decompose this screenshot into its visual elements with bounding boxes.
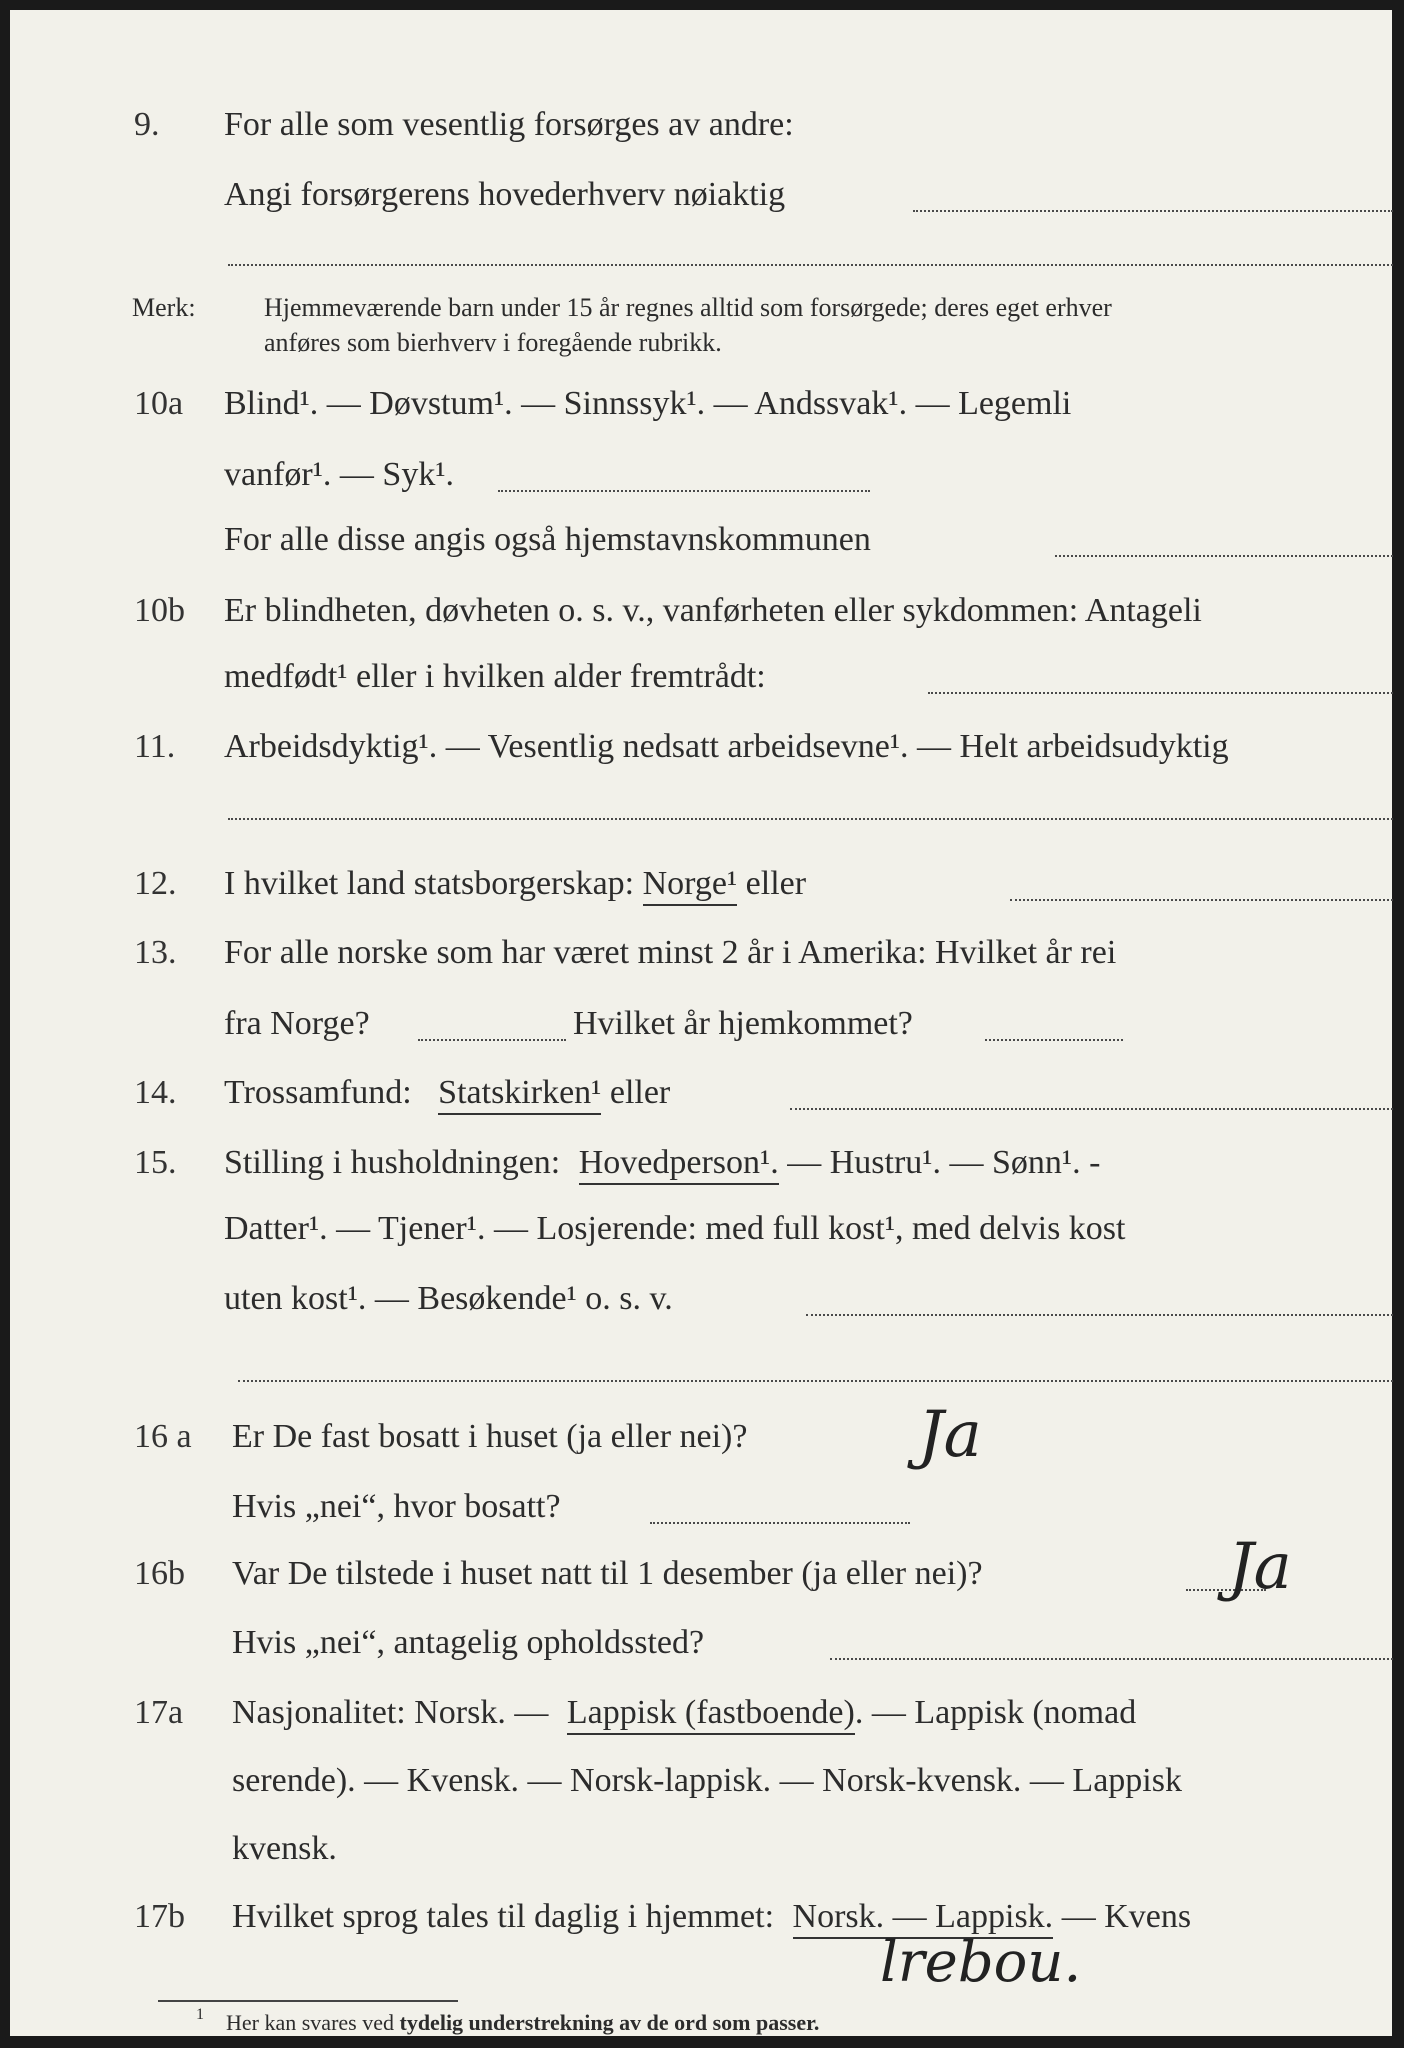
question-number: 16b bbox=[134, 1555, 185, 1592]
page-edge bbox=[1392, 10, 1394, 2036]
question-text: medfødt¹ eller i hvilken alder fremtrådt: bbox=[224, 658, 766, 695]
question-text: Er blindheten, døvheten o. s. v., vanførheten eller sykdommen: Antageli bbox=[224, 592, 1202, 629]
footnote-rule bbox=[158, 2000, 458, 2002]
question-text: Hvis „nei“, antagelig opholdssted? bbox=[232, 1624, 705, 1661]
question-number: 11. bbox=[134, 728, 176, 765]
question-text: Var De tilstede i huset natt til 1 desember (ja eller nei)? bbox=[232, 1555, 983, 1592]
footnote-bold-text: tydelig understrekning av de ord som passer. bbox=[399, 2010, 820, 2035]
answer-line[interactable] bbox=[985, 1039, 1123, 1041]
question-number: 14. bbox=[134, 1074, 177, 1111]
question-text: I hvilket land statsborgerskap: bbox=[224, 865, 635, 902]
question-text: Hvilket sprog tales til daglig i hjemmet: bbox=[232, 1898, 775, 1935]
answer-line[interactable] bbox=[913, 210, 1393, 212]
merk-text: Hjemmeværende barn under 15 år regnes alltid som forsørgede; deres eget erhver bbox=[264, 293, 1112, 322]
answer-line[interactable] bbox=[830, 1658, 1393, 1660]
question-text: Stilling i husholdningen: bbox=[224, 1144, 561, 1181]
question-number: 12. bbox=[134, 865, 177, 902]
census-form-page bbox=[10, 10, 1394, 2036]
merk-label: Merk: bbox=[132, 293, 196, 322]
question-text: serende). — Kvensk. — Norsk-lappisk. — Norsk-kvensk. — Lappisk bbox=[232, 1762, 1182, 1799]
answer-line[interactable] bbox=[238, 1380, 1393, 1382]
question-text: . — Lappisk (nomad bbox=[854, 1694, 1137, 1731]
question-text: Trossamfund: bbox=[224, 1074, 412, 1111]
merk-text: anføres som bierhverv i foregående rubrikk. bbox=[264, 328, 722, 357]
question-number: 16 a bbox=[134, 1418, 192, 1455]
question-number: 17a bbox=[134, 1694, 184, 1731]
question-text: — Hustru¹. — Sønn¹. - bbox=[787, 1144, 1101, 1181]
question-text: Blind¹. — Døvstum¹. — Sinnssyk¹. — Andssvak¹. — Legemli bbox=[224, 385, 1072, 422]
question-text: eller bbox=[745, 865, 807, 902]
answer-line[interactable] bbox=[1055, 555, 1393, 557]
answer-line[interactable] bbox=[806, 1314, 1393, 1316]
question-text: — Kvens bbox=[1061, 1898, 1192, 1935]
question-number: 10a bbox=[134, 385, 184, 422]
question-text: Hvis „nei“, hvor bosatt? bbox=[232, 1488, 561, 1525]
question-text: Nasjonalitet: Norsk. — bbox=[232, 1694, 549, 1731]
question-number: 9. bbox=[134, 106, 160, 143]
answer-line[interactable] bbox=[228, 264, 1393, 266]
question-number: 17b bbox=[134, 1898, 185, 1935]
handwritten-answer-17b: lrebou. bbox=[880, 1930, 1082, 1995]
question-text: For alle norske som har været minst 2 år i Amerika: Hvilket år rei bbox=[224, 934, 1117, 971]
answer-line[interactable] bbox=[418, 1039, 566, 1041]
question-text: For alle disse angis også hjemstavnskommunen bbox=[224, 521, 871, 558]
selected-option[interactable]: Norsk. — Lappisk. bbox=[793, 1898, 1054, 1939]
answer-line[interactable] bbox=[928, 692, 1393, 694]
selected-option[interactable]: Lappisk (fastboende) bbox=[567, 1694, 855, 1735]
question-number: 13. bbox=[134, 934, 177, 971]
answer-line[interactable] bbox=[498, 490, 870, 492]
question-text: vanfør¹. — Syk¹. bbox=[224, 456, 455, 493]
handwritten-answer-16b: Ja bbox=[1228, 1530, 1292, 1604]
question-text: Angi forsørgerens hovederhverv nøiaktig bbox=[224, 176, 786, 213]
question-text: Hvilket år hjemkommet? bbox=[573, 1005, 913, 1042]
answer-line[interactable] bbox=[790, 1108, 1393, 1110]
question-number: 10b bbox=[134, 592, 185, 629]
handwritten-answer-16a: Ja bbox=[918, 1398, 982, 1472]
question-text: Datter¹. — Tjener¹. — Losjerende: med full kost¹, med delvis kost bbox=[224, 1210, 1126, 1247]
selected-option[interactable]: Hovedperson¹. bbox=[579, 1144, 779, 1185]
footnote-mark: 1 bbox=[196, 2006, 204, 2023]
question-text: For alle som vesentlig forsørges av andre: bbox=[224, 106, 794, 143]
question-text: eller bbox=[609, 1074, 671, 1111]
footnote-text: Her kan svares ved bbox=[226, 2010, 394, 2035]
question-number: 15. bbox=[134, 1144, 177, 1181]
answer-line[interactable] bbox=[650, 1522, 910, 1524]
answer-line[interactable] bbox=[1010, 899, 1393, 901]
selected-option[interactable]: Norge¹ bbox=[643, 865, 738, 906]
question-text: kvensk. bbox=[232, 1830, 337, 1867]
question-text: Arbeidsdyktig¹. — Vesentlig nedsatt arbeidsevne¹. — Helt arbeidsudyktig bbox=[224, 728, 1229, 765]
selected-option[interactable]: Statskirken¹ bbox=[438, 1074, 601, 1115]
answer-line[interactable] bbox=[228, 818, 1393, 820]
question-text: uten kost¹. — Besøkende¹ o. s. v. bbox=[224, 1280, 673, 1317]
question-text: Er De fast bosatt i huset (ja eller nei)? bbox=[232, 1418, 748, 1455]
question-text: fra Norge? bbox=[224, 1005, 370, 1042]
